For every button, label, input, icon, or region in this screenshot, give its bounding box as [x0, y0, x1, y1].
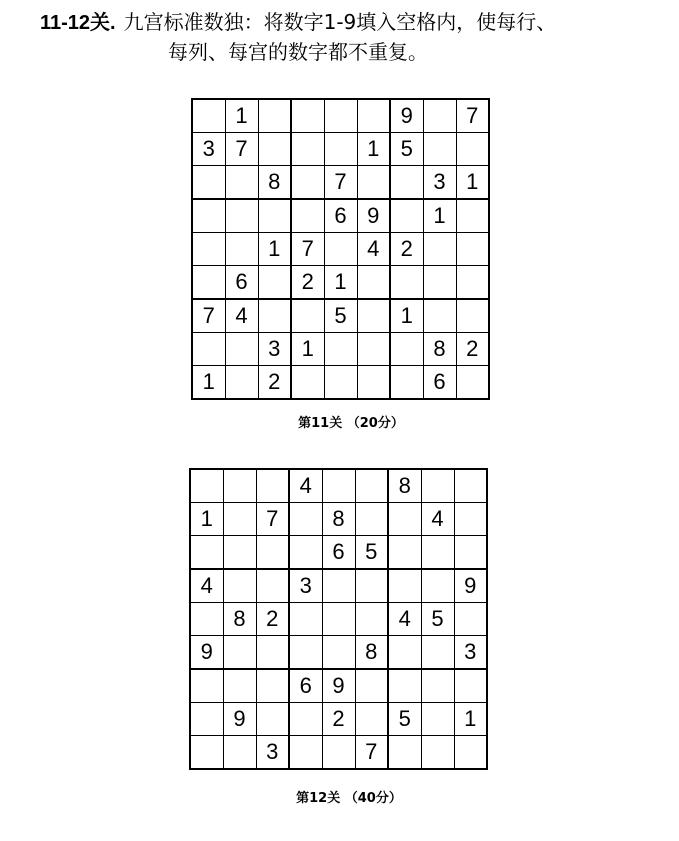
empty-cell[interactable]: [258, 99, 291, 133]
empty-cell[interactable]: [225, 199, 258, 233]
empty-cell[interactable]: [423, 99, 456, 133]
empty-cell[interactable]: [324, 366, 357, 400]
sudoku-grid-11: [191, 98, 490, 400]
empty-cell[interactable]: [225, 366, 258, 400]
given-cell: 2: [256, 603, 289, 636]
puzzle-caption-12: 第12关 （40分）: [296, 791, 402, 806]
empty-cell[interactable]: [357, 366, 390, 400]
empty-cell[interactable]: [223, 736, 256, 770]
given-cell: 7: [355, 736, 388, 770]
empty-cell[interactable]: [390, 333, 423, 366]
empty-cell[interactable]: [190, 736, 223, 770]
given-cell: 5: [355, 536, 388, 570]
empty-cell[interactable]: [421, 703, 454, 736]
grid-row: [192, 166, 489, 200]
given-cell: 4: [421, 503, 454, 536]
empty-cell[interactable]: [223, 569, 256, 603]
given-cell: 8: [258, 166, 291, 200]
empty-cell[interactable]: [256, 569, 289, 603]
grid-row: [192, 366, 489, 400]
empty-cell[interactable]: [357, 166, 390, 200]
empty-cell[interactable]: [258, 199, 291, 233]
empty-cell[interactable]: [423, 266, 456, 300]
empty-cell[interactable]: [454, 503, 487, 536]
empty-cell[interactable]: [454, 536, 487, 570]
given-cell: 3: [423, 166, 456, 200]
empty-cell[interactable]: [291, 366, 324, 400]
grid-row: [190, 669, 487, 703]
given-cell: 4: [289, 469, 322, 503]
given-cell: 6: [289, 669, 322, 703]
given-cell: 6: [225, 266, 258, 300]
empty-cell[interactable]: [421, 636, 454, 670]
given-cell: 8: [322, 503, 355, 536]
empty-cell[interactable]: [454, 469, 487, 503]
given-cell: 3: [256, 736, 289, 770]
given-cell: 3: [192, 133, 225, 166]
given-cell: 9: [454, 569, 487, 603]
empty-cell[interactable]: [289, 736, 322, 770]
given-cell: 8: [388, 469, 421, 503]
given-cell: 9: [223, 703, 256, 736]
given-cell: 8: [355, 636, 388, 670]
given-cell: 1: [390, 299, 423, 333]
empty-cell[interactable]: [258, 299, 291, 333]
empty-cell[interactable]: [390, 199, 423, 233]
empty-cell[interactable]: [289, 636, 322, 670]
given-cell: 8: [423, 333, 456, 366]
empty-cell[interactable]: [291, 299, 324, 333]
empty-cell[interactable]: [291, 133, 324, 166]
given-cell: 3: [454, 636, 487, 670]
grid-row: [192, 199, 489, 233]
given-cell: 2: [322, 703, 355, 736]
empty-cell[interactable]: [322, 569, 355, 603]
empty-cell[interactable]: [223, 536, 256, 570]
instructions: [40, 8, 660, 67]
empty-cell[interactable]: [256, 669, 289, 703]
puzzle-caption-11: 第11关 （20分）: [298, 416, 404, 431]
empty-cell[interactable]: [190, 603, 223, 636]
given-cell: 2: [390, 233, 423, 266]
given-cell: 7: [256, 503, 289, 536]
given-cell: 2: [258, 366, 291, 400]
empty-cell[interactable]: [322, 469, 355, 503]
empty-cell[interactable]: [355, 469, 388, 503]
empty-cell[interactable]: [192, 199, 225, 233]
grid-row: [190, 469, 487, 503]
given-cell: 1: [291, 333, 324, 366]
empty-cell[interactable]: [388, 636, 421, 670]
empty-cell[interactable]: [423, 299, 456, 333]
instruction-line-1: [40, 8, 660, 38]
empty-cell[interactable]: [423, 233, 456, 266]
given-cell: 7: [192, 299, 225, 333]
empty-cell[interactable]: [225, 333, 258, 366]
given-cell: 1: [192, 366, 225, 400]
given-cell: 4: [357, 233, 390, 266]
empty-cell[interactable]: [388, 536, 421, 570]
empty-cell[interactable]: [421, 469, 454, 503]
empty-cell[interactable]: [423, 133, 456, 166]
empty-cell[interactable]: [355, 503, 388, 536]
empty-cell[interactable]: [190, 703, 223, 736]
grid-row: [190, 503, 487, 536]
empty-cell[interactable]: [456, 233, 489, 266]
instruction-line-2: 每列、每宫的数字都不重复。: [168, 40, 428, 64]
empty-cell[interactable]: [256, 703, 289, 736]
grid-row: [190, 536, 487, 570]
empty-cell[interactable]: [192, 99, 225, 133]
grid-row: [192, 233, 489, 266]
empty-cell[interactable]: [190, 469, 223, 503]
grid-row: [192, 266, 489, 300]
empty-cell[interactable]: [390, 166, 423, 200]
grid-row: [192, 299, 489, 333]
empty-cell[interactable]: [256, 536, 289, 570]
given-cell: 9: [357, 199, 390, 233]
empty-cell[interactable]: [223, 636, 256, 670]
empty-cell[interactable]: [289, 536, 322, 570]
given-cell: 2: [456, 333, 489, 366]
empty-cell[interactable]: [421, 669, 454, 703]
empty-cell[interactable]: [190, 669, 223, 703]
empty-cell[interactable]: [324, 233, 357, 266]
given-cell: 1: [324, 266, 357, 300]
empty-cell[interactable]: [357, 266, 390, 300]
empty-cell[interactable]: [192, 166, 225, 200]
empty-cell[interactable]: [388, 669, 421, 703]
empty-cell[interactable]: [223, 669, 256, 703]
empty-cell[interactable]: [421, 736, 454, 770]
empty-cell[interactable]: [456, 299, 489, 333]
given-cell: 7: [291, 233, 324, 266]
given-cell: 3: [258, 333, 291, 366]
empty-cell[interactable]: [322, 603, 355, 636]
empty-cell[interactable]: [256, 636, 289, 670]
empty-cell[interactable]: [258, 266, 291, 300]
given-cell: 5: [421, 603, 454, 636]
empty-cell[interactable]: [456, 266, 489, 300]
empty-cell[interactable]: [454, 736, 487, 770]
grid-row: [192, 333, 489, 366]
empty-cell[interactable]: [456, 199, 489, 233]
empty-cell[interactable]: [456, 366, 489, 400]
given-cell: 5: [324, 299, 357, 333]
given-cell: 1: [454, 703, 487, 736]
empty-cell[interactable]: [388, 569, 421, 603]
empty-cell[interactable]: [289, 503, 322, 536]
empty-cell[interactable]: [355, 603, 388, 636]
empty-cell[interactable]: [258, 133, 291, 166]
sudoku-grid-12: [189, 468, 488, 770]
empty-cell[interactable]: [355, 669, 388, 703]
empty-cell[interactable]: [388, 503, 421, 536]
given-cell: 1: [225, 99, 258, 133]
given-cell: 9: [390, 99, 423, 133]
empty-cell[interactable]: [192, 333, 225, 366]
empty-cell[interactable]: [289, 703, 322, 736]
empty-cell[interactable]: [225, 166, 258, 200]
empty-cell[interactable]: [322, 636, 355, 670]
empty-cell[interactable]: [223, 503, 256, 536]
empty-cell[interactable]: [421, 569, 454, 603]
given-cell: 4: [190, 569, 223, 603]
grid-row: [192, 99, 489, 133]
empty-cell[interactable]: [192, 266, 225, 300]
given-cell: 1: [456, 166, 489, 200]
given-cell: 3: [289, 569, 322, 603]
empty-cell[interactable]: [454, 669, 487, 703]
empty-cell[interactable]: [456, 133, 489, 166]
empty-cell[interactable]: [225, 233, 258, 266]
empty-cell[interactable]: [388, 736, 421, 770]
given-cell: 1: [423, 199, 456, 233]
empty-cell[interactable]: [291, 199, 324, 233]
given-cell: 2: [291, 266, 324, 300]
given-cell: 4: [388, 603, 421, 636]
given-cell: 7: [225, 133, 258, 166]
empty-cell[interactable]: [256, 469, 289, 503]
grid-row: [190, 736, 487, 770]
empty-cell[interactable]: [324, 133, 357, 166]
empty-cell[interactable]: [390, 266, 423, 300]
instruction-text-1: 九宫标准数独：将数字1-9填入空格内，使每行、: [123, 10, 557, 34]
given-cell: 1: [190, 503, 223, 536]
given-cell: 9: [190, 636, 223, 670]
given-cell: 6: [322, 536, 355, 570]
empty-cell[interactable]: [289, 603, 322, 636]
given-cell: 1: [258, 233, 291, 266]
given-cell: 5: [388, 703, 421, 736]
empty-cell[interactable]: [357, 333, 390, 366]
given-cell: 9: [322, 669, 355, 703]
grid-row: [192, 133, 489, 166]
empty-cell[interactable]: [223, 469, 256, 503]
given-cell: 5: [390, 133, 423, 166]
empty-cell[interactable]: [291, 99, 324, 133]
grid-row: [190, 569, 487, 603]
given-cell: 8: [223, 603, 256, 636]
empty-cell[interactable]: [324, 333, 357, 366]
grid-row: [190, 603, 487, 636]
grid-row: [190, 636, 487, 670]
empty-cell[interactable]: [324, 99, 357, 133]
empty-cell[interactable]: [355, 569, 388, 603]
empty-cell[interactable]: [291, 166, 324, 200]
empty-cell[interactable]: [357, 299, 390, 333]
empty-cell[interactable]: [192, 233, 225, 266]
given-cell: 6: [324, 199, 357, 233]
level-label: 11-12关.: [40, 12, 116, 34]
empty-cell[interactable]: [355, 703, 388, 736]
empty-cell[interactable]: [322, 736, 355, 770]
given-cell: 4: [225, 299, 258, 333]
empty-cell[interactable]: [454, 603, 487, 636]
given-cell: 7: [324, 166, 357, 200]
empty-cell[interactable]: [421, 536, 454, 570]
given-cell: 6: [423, 366, 456, 400]
empty-cell[interactable]: [357, 99, 390, 133]
grid-row: [190, 703, 487, 736]
given-cell: 1: [357, 133, 390, 166]
given-cell: 7: [456, 99, 489, 133]
empty-cell[interactable]: [390, 366, 423, 400]
empty-cell[interactable]: [190, 536, 223, 570]
